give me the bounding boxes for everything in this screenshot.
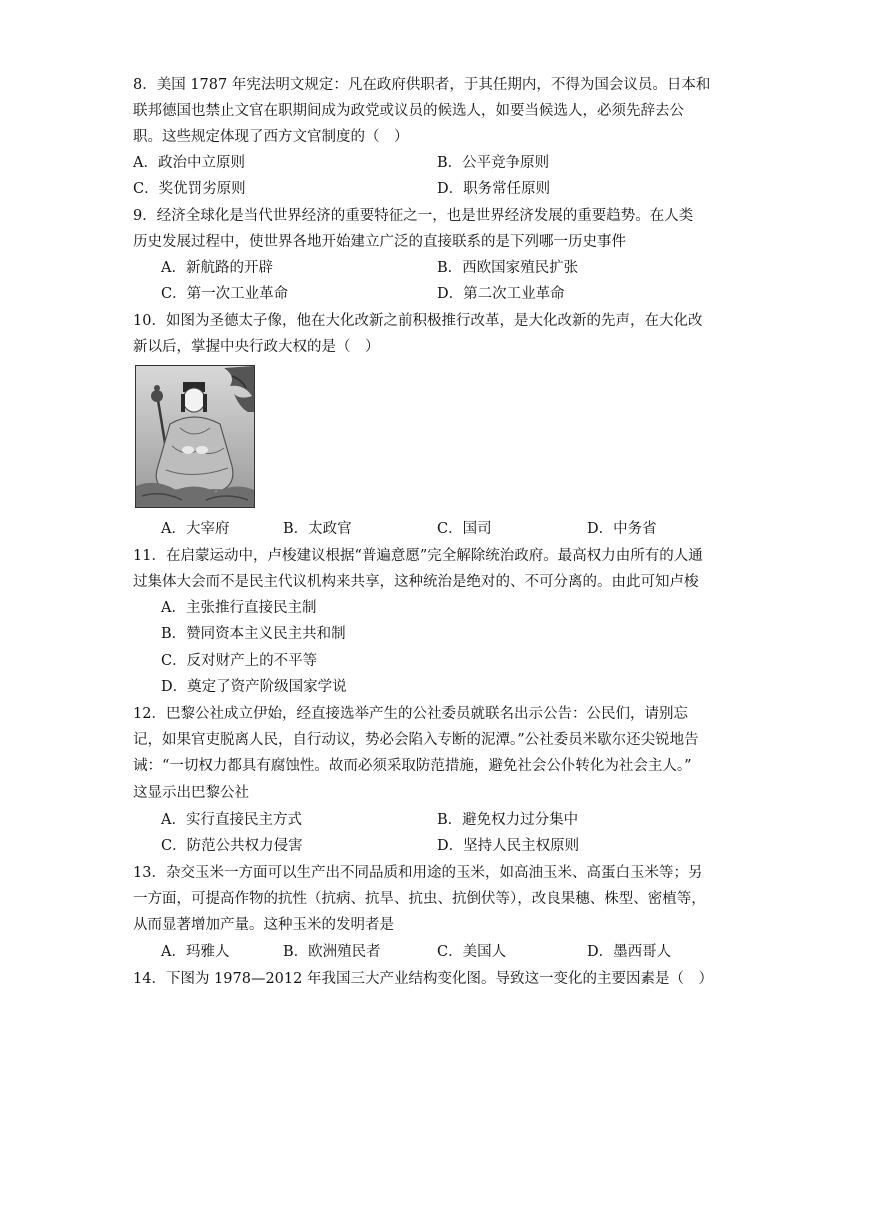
- q13-text-line-1: 13．杂交玉米一方面可以生产出不同品质和用途的玉米，如高油玉米、高蛋白玉米等；另: [133, 865, 703, 881]
- q12-text-line-2: 记，如果官吏脱离人民，自行动议，势必会陷入专断的泥潭。”公社委员米歇尔还尖锐地告: [133, 732, 699, 748]
- q8-option-a[interactable]: A．政治中立原则: [133, 155, 245, 171]
- q12-option-a[interactable]: A．实行直接民主方式: [161, 812, 302, 828]
- q10-option-b[interactable]: B．太政官: [283, 521, 352, 537]
- q13-option-b[interactable]: B．欧洲殖民者: [283, 944, 381, 960]
- portrait-illustration: [136, 366, 254, 507]
- q11-text-line-2: 过集体大会而不是民主代议机构来共享，这种统治是绝对的、不可分离的。由此可知卢梭: [133, 574, 699, 590]
- q8-option-d[interactable]: D．职务常任原则: [437, 181, 551, 197]
- q14-text-line-1: 14．下图为 1978—2012 年我国三大产业结构变化图。导致这一变化的主要因素是（ ）: [133, 971, 713, 987]
- q11-option-a[interactable]: A．主张推行直接民主制: [161, 600, 317, 616]
- prince-shotoku-portrait: [135, 365, 255, 508]
- q13-option-d[interactable]: D．墨西哥人: [587, 944, 672, 960]
- q10-text-line-1: 10．如图为圣德太子像，他在大化改新之前积极推行改革，是大化改新的先声，在大化改: [133, 313, 703, 329]
- q9-option-c[interactable]: C．第一次工业革命: [161, 286, 289, 302]
- q13-option-a[interactable]: A．玛雅人: [161, 944, 230, 960]
- q10-option-d[interactable]: D．中务省: [587, 521, 657, 537]
- q11-option-c[interactable]: C．反对财产上的不平等: [161, 653, 318, 669]
- q12-text-line-4: 这显示出巴黎公社: [133, 785, 249, 801]
- q10-text-line-2: 新以后，掌握中央行政大权的是（ ）: [133, 339, 380, 355]
- q11-option-d[interactable]: D．奠定了资产阶级国家学说: [161, 679, 347, 695]
- q12-text-line-3: 诫：“一切权力都具有腐蚀性。故而必须采取防范措施，避免社会公仆转化为社会主人。”: [133, 758, 692, 774]
- q12-option-b[interactable]: B．避免权力过分集中: [437, 812, 579, 828]
- q9-option-b[interactable]: B．西欧国家殖民扩张: [437, 260, 579, 276]
- q12-option-d[interactable]: D．坚持人民主权原则: [437, 838, 580, 854]
- q13-option-c[interactable]: C．美国人: [437, 944, 507, 960]
- q9-option-d[interactable]: D．第二次工业革命: [437, 286, 565, 302]
- q11-text-line-1: 11．在启蒙运动中，卢梭建议根据“普遍意愿”完全解除统治政府。最高权力由所有的人通: [133, 548, 703, 564]
- q8-text-line-2: 联邦德国也禁止文官在职期间成为政党或议员的候选人，如要当候选人，必须先辞去公: [133, 103, 684, 119]
- q8-option-b[interactable]: B．公平竞争原则: [437, 155, 550, 171]
- q8-text-line-1: 8．美国 1787 年宪法明文规定：凡在政府供职者，于其任期内，不得为国会议员。日本和: [133, 77, 711, 93]
- q8-option-c[interactable]: C．奖优罚劣原则: [133, 181, 246, 197]
- q10-option-c[interactable]: C．国司: [437, 521, 492, 537]
- q13-text-line-3: 从而显著增加产量。这种玉米的发明者是: [133, 917, 394, 933]
- q9-text-line-1: 9．经济全球化是当代世界经济的重要特征之一，也是世界经济发展的重要趋势。在人类: [133, 208, 694, 224]
- q11-option-b[interactable]: B．赞同资本主义民主共和制: [161, 626, 346, 642]
- q12-text-line-1: 12．巴黎公社成立伊始，经直接选举产生的公社委员就联名出示公告：公民们，请别忘: [133, 706, 688, 722]
- q9-text-line-2: 历史发展过程中，使世界各地开始建立广泛的直接联系的是下列哪一历史事件: [133, 234, 626, 250]
- q13-text-line-2: 一方面，可提高作物的抗性（抗病、抗旱、抗虫、抗倒伏等），改良果穗、株型、密植等，: [133, 891, 706, 907]
- q8-text-line-3: 职。这些规定体现了西方文官制度的（ ）: [133, 129, 409, 145]
- q9-option-a[interactable]: A．新航路的开辟: [161, 260, 273, 276]
- q12-option-c[interactable]: C．防范公共权力侵害: [161, 838, 303, 854]
- q10-option-a[interactable]: A．大宰府: [161, 521, 230, 537]
